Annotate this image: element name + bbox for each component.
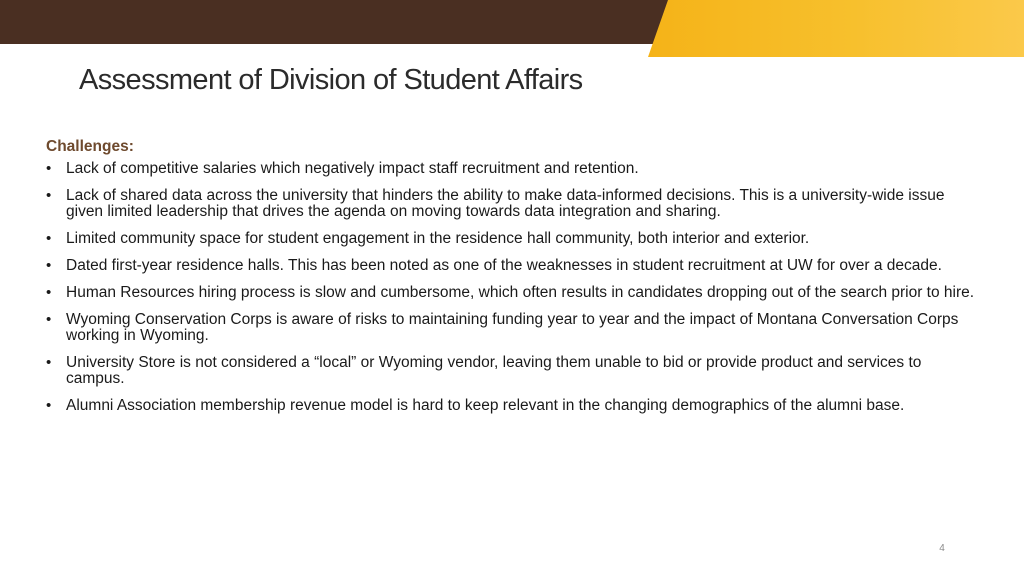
bullet-icon: •: [46, 230, 52, 247]
list-item: [46, 312, 976, 344]
bullet-icon: •: [46, 397, 52, 414]
header-gold-band: [648, 0, 1024, 57]
list-item: [46, 355, 976, 387]
list-item-text: Lack of competitive salaries which negatively impact staff recruitment and retention.: [66, 160, 639, 177]
list-item-text: Alumni Association membership revenue model is hard to keep relevant in the changing demographics of the alumni base.: [66, 397, 905, 414]
page-number: 4: [939, 543, 945, 554]
list-item-text: Lack of shared data across the university that hinders the ability to make data-informed decisions. This is a university-wide issue given limited leadership that drives the agenda on moving towards data integration and sharing.: [66, 187, 945, 220]
bullet-icon: •: [46, 257, 52, 274]
bullet-icon: •: [46, 160, 52, 177]
list-item: [46, 258, 976, 274]
list-item-text: University Store is not considered a “local” or Wyoming vendor, leaving them unable to bid or provide product and services to campus.: [66, 354, 922, 387]
list-item-text: Dated first-year residence halls. This has been noted as one of the weaknesses in student recruitment at UW for over a decade.: [66, 257, 942, 274]
challenges-list: [46, 161, 976, 414]
list-item: [46, 398, 976, 414]
list-item: [46, 161, 976, 177]
bullet-icon: •: [46, 284, 52, 301]
list-item-text: Wyoming Conservation Corps is aware of risks to maintaining funding year to year and the impact of Montana Conversation Corps working in Wyoming.: [66, 311, 959, 344]
bullet-icon: •: [46, 187, 52, 204]
list-item-text: Human Resources hiring process is slow and cumbersome, which often results in candidates dropping out of the search prior to hire.: [66, 284, 975, 301]
list-item: [46, 231, 976, 247]
list-item-text: Limited community space for student engagement in the residence hall community, both interior and exterior.: [66, 230, 810, 247]
bullet-icon: •: [46, 354, 52, 371]
list-item: [46, 188, 976, 220]
challenges-heading: Challenges:: [46, 138, 134, 155]
slide-content: [46, 138, 976, 425]
bullet-icon: •: [46, 311, 52, 328]
slide-title: Assessment of Division of Student Affairs: [79, 64, 583, 96]
list-item: [46, 285, 976, 301]
